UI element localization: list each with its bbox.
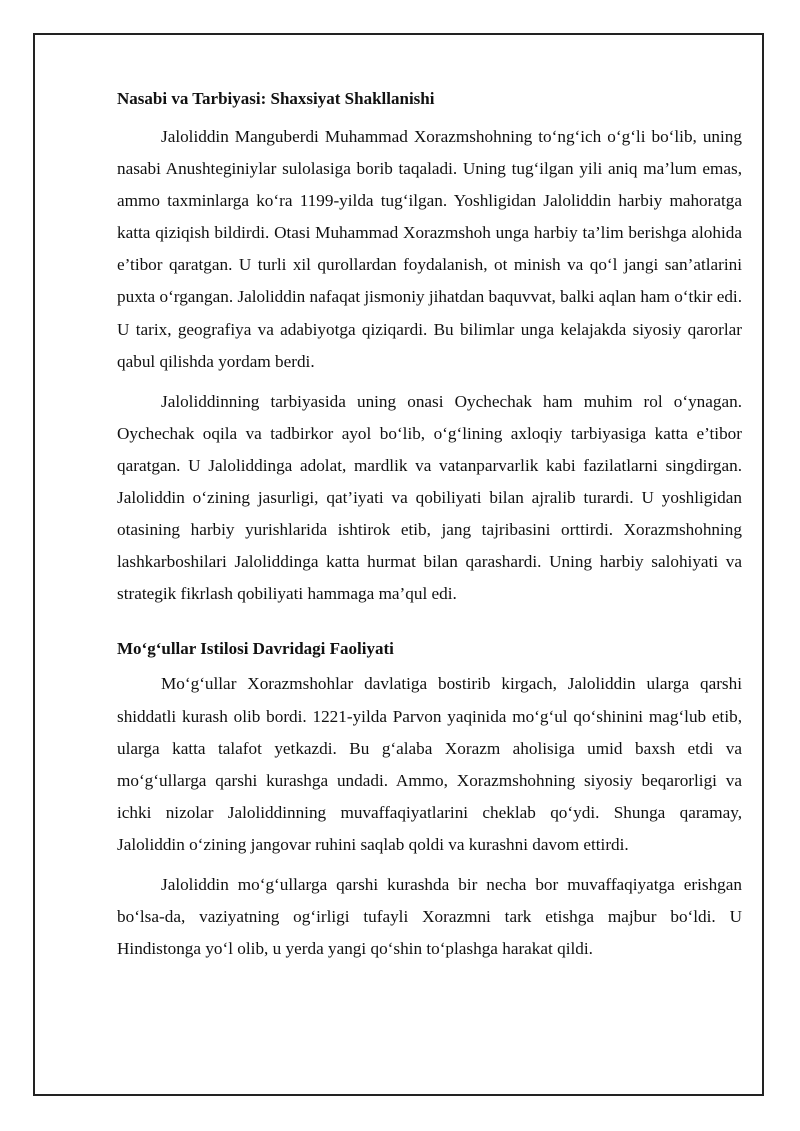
section-heading-ancestry: Nasabi va Tarbiyasi: Shaxsiyat Shakllanishi [117,89,435,108]
paragraph-mongol-1: Mo‘g‘ullar Xorazmshohlar davlatiga bostirib kirgach, Jaloliddin ularga qarshi shiddatli kurash olib bordi. 1221-yilda Parvon yaqinida mo‘g‘ul qo‘shinini mag‘lub etib, ularga katta talafot yetkazdi. Bu g‘alaba Xorazm aholisiga umid baxsh etdi va mo‘g‘ullarga qarshi kurashga undadi. Ammo, Xorazmshohning siyosiy beqarorligi va ichki nizolar Jaloliddinning muvaffaqiyatlarini cheklab qo‘ydi. Shunga qaramay, Jaloliddin o‘zining jangovar ruhini saqlab qoldi va kurashni davom ettirdi. [117,674,742,854]
paragraph-ancestry-2: Jaloliddinning tarbiyasida uning onasi Oychechak ham muhim rol o‘ynagan. Oychechak oqila va tadbirkor ayol bo‘lib, o‘g‘lining axloqiy tarbiyasiga katta e’tibor qaratgan. U Jaloliddinga adolat, mardlik va vatanparvarlik kabi fazilatlarni singdirgan. Jaloliddin o‘zining jasurligi, qat’iyati va qobiliyati bilan ajralib turardi. U yoshligidan otasining harbiy yurishlarida ishtirok etib, jang tajribasini orttirdi. Xorazmshohning lashkarboshilari Jaloliddinga katta hurmat bilan qarashardi. Uning harbiy salohiyati va strategik fikrlash qobiliyati hammaga ma’qul edi. [117,391,742,604]
paragraph-ancestry-1: Jaloliddin Manguberdi Muhammad Xorazmshohning to‘ng‘ich o‘g‘li bo‘lib, uning nasabi Anushteginiylar sulolasiga borib taqaladi. Uning tug‘ilgan yili aniq ma’lum emas, ammo taxminlarga ko‘ra 1199-yilda tug‘ilgan. Yoshligidan Jaloliddin harbiy mahoratga katta qiziqish bildirdi. Otasi Muhammad Xorazmshoh unga harbiy ta’lim berishga alohida e’tibor qaratgan. U turli xil qurollardan foydalanish, ot minish va qo‘l jangi san’atlarini puxta o‘rgangan. Jaloliddin nafaqat jismoniy jihatdan baquvvat, balki aqlan ham o‘tkir edi. U tarix, geografiya va adabiyotga qiziqardi. Bu bilimlar unga kelajakda siyosiy qarorlar qabul qilishda yordam berdi. [117,127,742,371]
document-body [117,86,742,965]
paragraph-mongol-2: Jaloliddin mo‘g‘ullarga qarshi kurashda bir necha bor muvaffaqiyatga erishgan bo‘lsa-da, vaziyatning og‘irligi tufayli Xorazmni tark etishga majbur bo‘ldi. U Hindistonga yo‘l olib, u yerda yangi qo‘shin to‘plashga harakat qildi. [117,874,742,959]
section-heading-mongol-invasion: Mo‘g‘ullar Istilosi Davridagi Faoliyati [117,639,394,659]
